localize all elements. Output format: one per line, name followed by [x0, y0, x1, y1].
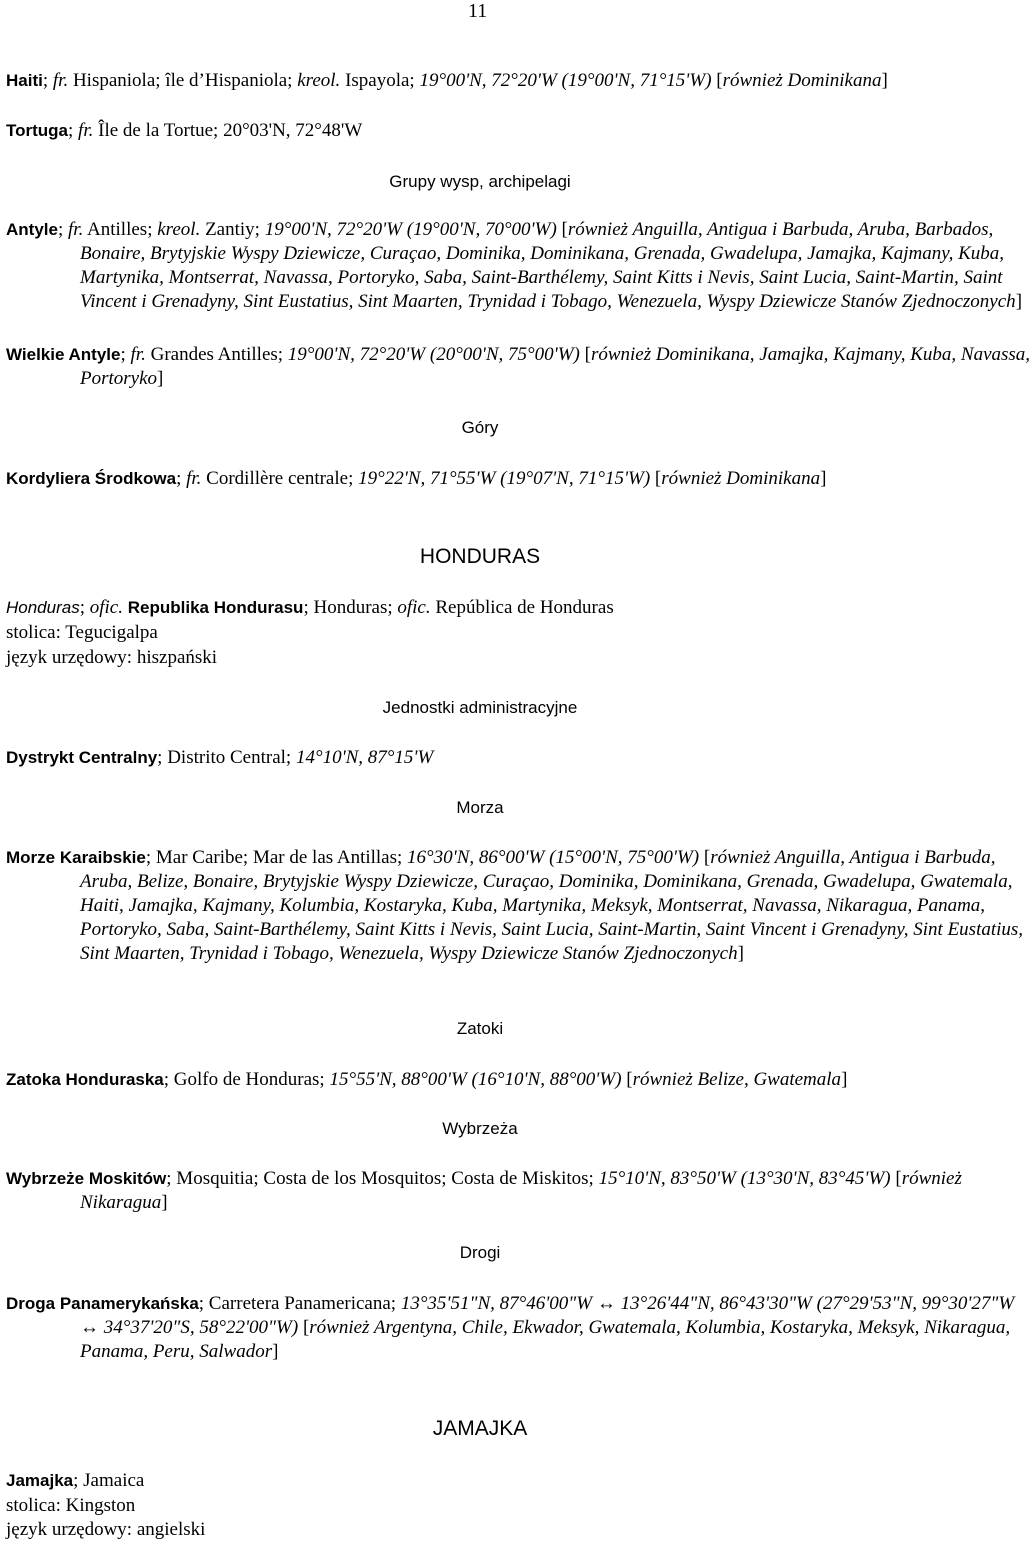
- entry-gulf-of-honduras: Zatoka Honduraska; Golfo de Honduras; 15°55'N, 88°00'W (16°10'N, 88°00'W) [również Belize, Gwatemala]: [6, 1069, 848, 1090]
- entry-term: Dystrykt Centralny: [6, 748, 158, 767]
- entry-term: Antyle: [6, 220, 58, 239]
- capital-line: stolica: Kingston: [6, 1495, 136, 1516]
- section-heading-seas: Morza: [456, 798, 504, 817]
- entry-term: Honduras: [6, 598, 80, 617]
- entry-term: Tortuga: [6, 121, 69, 140]
- coordinates: 13°35'51"N, 87°46'00"W ↔ 13°26'44"N, 86°43'30"W (27°29'53"N, 99°30'27"W ↔ 34°37'20"S, 58°22'00"W): [80, 1293, 1015, 1338]
- section-heading-bays: Zatoki: [456, 1019, 504, 1038]
- coordinates: 15°10'N, 83°50'W (13°30'N, 83°45'W): [598, 1168, 891, 1189]
- coordinates: 19°00'N, 72°20'W (20°00'N, 75°00'W): [287, 344, 580, 365]
- section-heading-coasts: Wybrzeża: [442, 1119, 518, 1138]
- entry-term: Morze Karaibskie: [6, 848, 146, 867]
- section-heading-mountains: Góry: [461, 418, 499, 437]
- entry-term: Wybrzeże Moskitów: [6, 1169, 167, 1188]
- entry-haiti: Haiti; fr. Hispaniola; île d’Hispaniola; kreol. Ispayola; 19°00'N, 72°20'W (19°00'N, 71°15'W) [również Dominikana]: [6, 70, 888, 91]
- entry-mosquito-coast: Wybrzeże Moskitów; Mosquitia; Costa de los Mosquitos; Costa de Miskitos; 15°10'N, 83°50'W (13°30'N, 83°45'W) [również Nikaragua]: [6, 1168, 962, 1213]
- entry-term: Zatoka Honduraska: [6, 1070, 164, 1089]
- entry-pan-american-highway: Droga Panamerykańska; Carretera Panamericana; 13°35'51"N, 87°46'00"W ↔ 13°26'44"N, 86°43'30"W (27°29'53"N, 99°30'27"W ↔ 34°37'20"S, 58°22'00"W) [również Argentyna, Chile, Ekwador, Gwatemala, Kolumbia, Kostaryka, Meksyk, Nikaragua, Panama, Peru, Salwador]: [6, 1293, 1015, 1362]
- entry-honduras: Honduras; ofic. Republika Hondurasu; Honduras; ofic. República de Honduras: [6, 597, 614, 618]
- language-line: język urzędowy: hiszpański: [6, 647, 218, 668]
- section-heading-archipelagos: Grupy wysp, archipelagi: [389, 172, 571, 191]
- language-line: język urzędowy: angielski: [6, 1519, 206, 1540]
- coordinates: 19°00'N, 72°20'W (19°00'N, 71°15'W): [419, 70, 712, 91]
- coordinates: 19°00'N, 72°20'W (19°00'N, 70°00'W): [264, 219, 557, 240]
- entry-term: Haiti: [6, 71, 43, 90]
- country-heading-honduras: HONDURAS: [419, 545, 541, 568]
- entry-greater-antilles: Wielkie Antyle; fr. Grandes Antilles; 19°00'N, 72°20'W (20°00'N, 75°00'W) [również Dominikana, Jamajka, Kajmany, Kuba, Navassa, Portoryko]: [6, 344, 1031, 389]
- section-heading-admin: Jednostki administracyjne: [382, 698, 578, 717]
- entry-jamaica: Jamajka; Jamaica: [6, 1470, 145, 1491]
- coordinates: 19°22'N, 71°55'W (19°07'N, 71°15'W): [358, 468, 651, 489]
- coordinates: 14°10'N, 87°15'W: [295, 747, 434, 768]
- page-number: 11: [468, 0, 488, 22]
- section-heading-roads: Drogi: [459, 1243, 501, 1262]
- entry-term: Wielkie Antyle: [6, 345, 121, 364]
- entry-district: Dystrykt Centralny; Distrito Central; 14°10'N, 87°15'W: [6, 747, 434, 768]
- entry-cordillera: Kordyliera Środkowa; fr. Cordillère centrale; 19°22'N, 71°55'W (19°07'N, 71°15'W) [również Dominikana]: [6, 468, 827, 489]
- coordinates: 15°55'N, 88°00'W (16°10'N, 88°00'W): [329, 1069, 622, 1090]
- coordinates: 16°30'N, 86°00'W (15°00'N, 75°00'W): [407, 847, 700, 868]
- entry-caribbean-sea: Morze Karaibskie; Mar Caribe; Mar de las Antillas; 16°30'N, 86°00'W (15°00'N, 75°00'W) [również Anguilla, Antigua i Barbuda, Aruba, Belize, Bonaire, Brytyjskie Wyspy Dziewicze, Curaçao, Dominika, Dominikana, Grenada, Gwadelupa, Gwatemala, Haiti, Jamajka, Kajmany, Kolumbia, Kostaryka, Kuba, Martynika, Meksyk, Montserrat, Navassa, Nikaragua, Panama, Portoryko, Saba, Saint-Barthélemy, Saint Kitts i Nevis, Saint Lucia, Saint-Martin, Saint Vincent i Grenadyny, Sint Eustatius, Sint Maarten, Trynidad i Tobago, Wenezuela, Wyspy Dziewicze Stanów Zjednoczonych]: [6, 847, 1024, 964]
- entry-antilles: Antyle; fr. Antilles; kreol. Zantiy; 19°00'N, 72°20'W (19°00'N, 70°00'W) [również Anguilla, Antigua i Barbuda, Aruba, Barbados, Bonaire, Brytyjskie Wyspy Dziewicze, Curaçao, Dominika, Dominikana, Grenada, Gwadelupa, Jamajka, Kajmany, Kuba, Martynika, Montserrat, Navassa, Portoryko, Saba, Saint-Barthélemy, Saint Kitts i Nevis, Saint Lucia, Saint-Martin, Saint Vincent i Grenadyny, Sint Eustatius, Sint Maarten, Trynidad i Tobago, Wenezuela, Wyspy Dziewicze Stanów Zjednoczonych]: [6, 219, 1023, 312]
- entry-term: Jamajka: [6, 1471, 74, 1490]
- country-heading-jamaica: JAMAJKA: [432, 1417, 528, 1440]
- entry-term: Kordyliera Środkowa: [6, 469, 177, 488]
- entry-tortuga: Tortuga; fr. Île de la Tortue; 20°03'N, 72°48'W: [6, 120, 363, 141]
- capital-line: stolica: Tegucigalpa: [6, 622, 158, 643]
- entry-term: Droga Panamerykańska: [6, 1294, 199, 1313]
